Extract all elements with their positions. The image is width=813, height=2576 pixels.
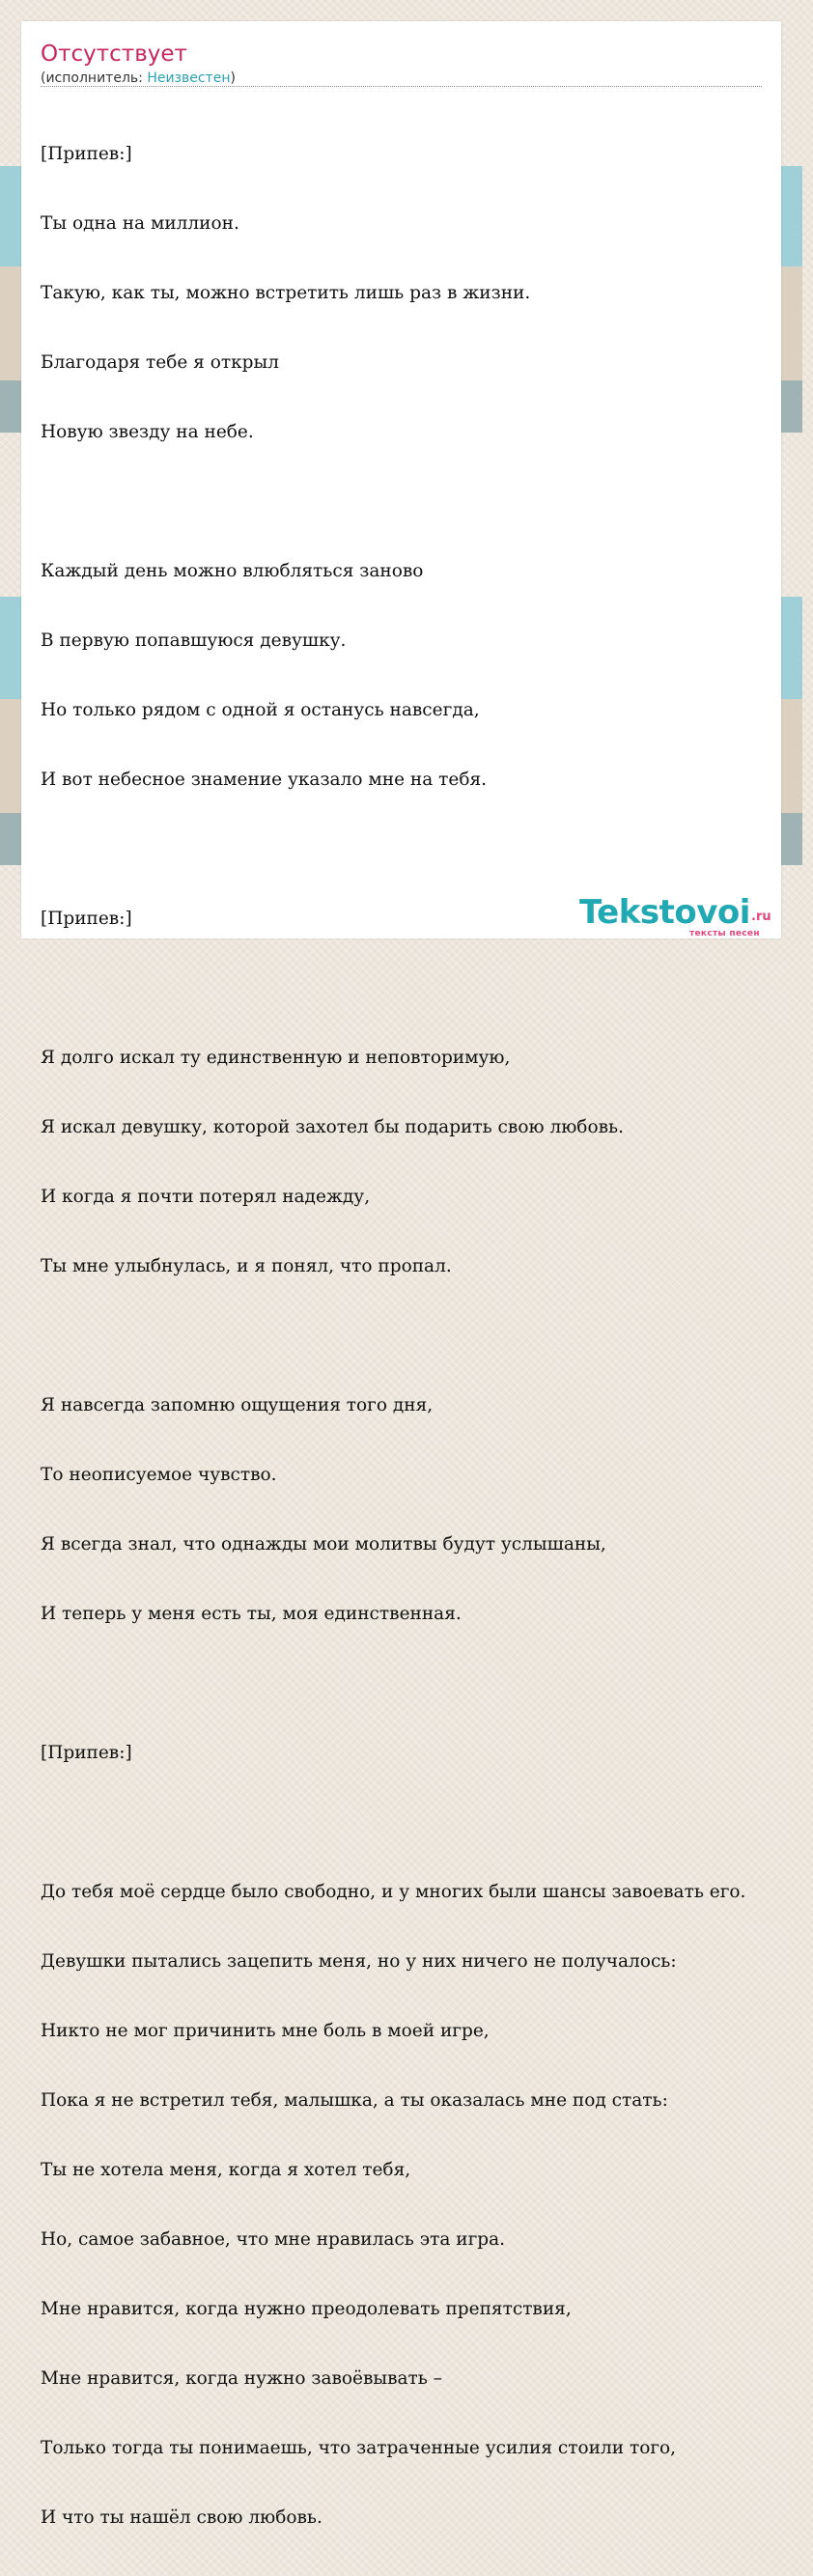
logo-domain: .ru [751, 910, 771, 924]
lyric-line: Ты не хотела меня, когда я хотел тебя, [41, 2160, 411, 2180]
lyric-line: [Припев:] [41, 1743, 132, 1763]
lyric-line [41, 1325, 813, 1348]
lyrics-text [41, 97, 813, 2576]
song-title: Отсутствует [41, 42, 187, 67]
lyric-line: Мне нравится, когда нужно преодолевать препятствия, [41, 2299, 572, 2319]
lyric-line: И что ты нашёл свою любовь. [41, 2507, 322, 2528]
lyric-line: Я искал девушку, которой захотел бы подарить свою любовь. [41, 1117, 624, 1137]
lyric-line [41, 838, 813, 861]
lyric-line: То неописуемое чувство. [41, 1465, 277, 1485]
lyric-line [41, 1672, 813, 1695]
lyric-line [41, 490, 813, 514]
artist-link[interactable]: Неизвестен [147, 70, 231, 86]
lyric-line: Благодаря тебе я открыл [41, 352, 279, 373]
lyric-line: Только тогда ты понимаешь, что затраченные усилия стоили того, [41, 2438, 677, 2458]
lyric-line: До тебя моё сердце было свободно, и у многих были шансы завоевать его. [41, 1882, 746, 1902]
lyric-line: В первую попавшуюся девушку. [41, 630, 347, 651]
lyric-line: И вот небесное знамение указало мне на тебя. [41, 770, 488, 790]
title-divider [41, 86, 762, 87]
artist-prefix: (исполнитель: [41, 70, 148, 86]
lyric-line: Новую звезду на небе. [41, 422, 254, 442]
logo-tagline: тексты песен [689, 929, 760, 938]
lyric-line: Такую, как ты, можно встретить лишь раз в жизни. [41, 283, 531, 303]
lyric-line: Ты мне улыбнулась, и я понял, что пропал. [41, 1256, 452, 1276]
artist-suffix: ) [230, 70, 236, 86]
lyric-line: [Припев:] [41, 144, 132, 164]
lyric-line: Ты одна на миллион. [41, 213, 239, 234]
lyric-line: Пока я не встретил тебя, малышка, а ты оказалась мне под стать: [41, 2090, 668, 2111]
lyric-line: Я навсегда запомню ощущения того дня, [41, 1395, 434, 1415]
lyric-line: Мне нравится, когда нужно завоёвывать – [41, 2368, 442, 2389]
lyric-line: И когда я почти потерял надежду, [41, 1187, 371, 1207]
lyric-line: Каждый день можно влюбляться заново [41, 561, 424, 581]
site-logo[interactable] [579, 893, 782, 941]
logo-wordmark: Tekstovoi [579, 893, 750, 932]
lyric-line: Девушки пытались зацепить меня, но у них ничего не получалось: [41, 1951, 677, 1972]
lyric-line [41, 1811, 813, 1834]
lyric-line: [Припев:] [41, 909, 132, 929]
lyric-line: Я долго искал ту единственную и неповторимую, [41, 1048, 511, 1068]
lyric-line: И теперь у меня есть ты, моя единственная. [41, 1604, 462, 1624]
lyric-line: Я всегда знал, что однажды мои молитвы будут услышаны, [41, 1534, 606, 1554]
lyric-line [41, 977, 813, 1000]
artist-line [41, 70, 236, 87]
lyric-line: Но только рядом с одной я останусь навсегда, [41, 700, 480, 720]
lyric-line: Но, самое забавное, что мне нравилась эта игра. [41, 2229, 506, 2250]
lyric-line: Никто не мог причинить мне боль в моей игре, [41, 2021, 490, 2041]
lyrics-card [21, 21, 781, 2528]
